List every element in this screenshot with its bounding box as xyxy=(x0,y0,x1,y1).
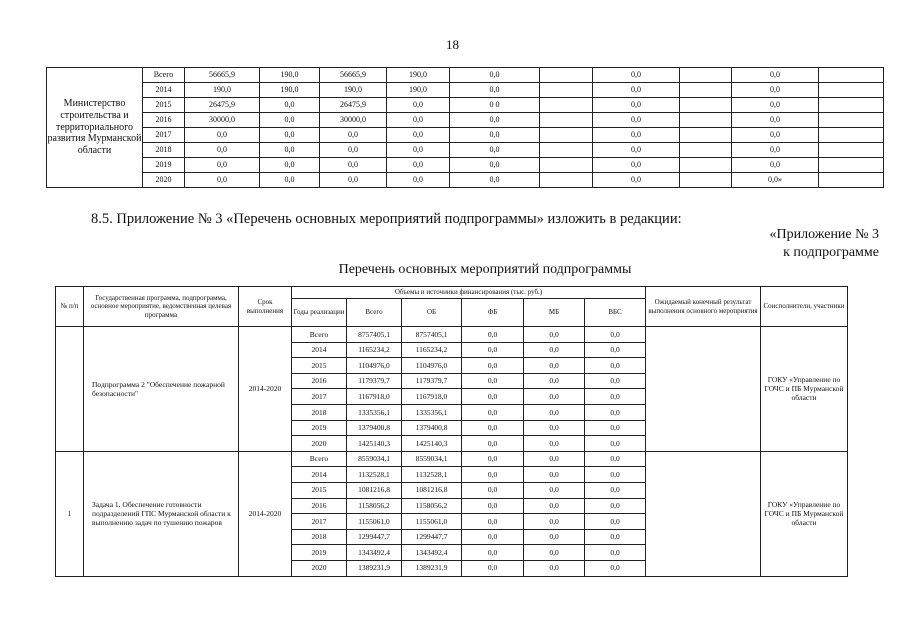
ob-cell: 1379400,8 xyxy=(402,420,462,436)
value-cell xyxy=(819,68,884,83)
value-cell: 30000,0 xyxy=(320,113,387,128)
value-cell: 0,0 xyxy=(260,143,320,158)
ob-cell: 8757405,1 xyxy=(402,327,462,343)
year-cell: 2019 xyxy=(292,545,347,561)
total-cell: 1165234,2 xyxy=(347,342,402,358)
ob-cell: 1158056,2 xyxy=(402,498,462,514)
vbs-cell: 0,0 xyxy=(585,389,646,405)
value-cell xyxy=(680,113,732,128)
fb-cell: 0,0 xyxy=(462,451,524,467)
total-cell: 1425140,3 xyxy=(347,436,402,452)
fb-cell: 0,0 xyxy=(462,529,524,545)
total-cell: 1179379,7 xyxy=(347,373,402,389)
value-cell: 190,0 xyxy=(387,83,450,98)
vbs-cell: 0,0 xyxy=(585,342,646,358)
main-title: Перечень основных мероприятий подпрограммы xyxy=(338,262,632,277)
year-cell: 2015 xyxy=(292,358,347,374)
header-coexecutors: Соисполнители, участники xyxy=(761,287,848,327)
value-cell xyxy=(680,158,732,173)
value-cell: 0,0 xyxy=(320,143,387,158)
value-cell xyxy=(680,68,732,83)
value-cell: 0,0 xyxy=(732,83,819,98)
value-cell: 0,0 xyxy=(260,128,320,143)
value-cell: 190,0 xyxy=(260,83,320,98)
vbs-cell: 0,0 xyxy=(585,420,646,436)
total-cell: 1389231,9 xyxy=(347,560,402,576)
year-cell: 2015 xyxy=(292,482,347,498)
value-cell xyxy=(540,128,593,143)
fb-cell: 0,0 xyxy=(462,545,524,561)
appendix-note xyxy=(770,226,880,261)
header-years: Годы реализации xyxy=(292,299,347,327)
ob-cell: 1179379,7 xyxy=(402,373,462,389)
year-cell: 2016 xyxy=(292,373,347,389)
value-cell: 0,0 xyxy=(593,68,680,83)
total-cell: 8559034,1 xyxy=(347,451,402,467)
ob-cell: 1155061,0 xyxy=(402,514,462,530)
expected-result xyxy=(646,327,761,452)
value-cell xyxy=(540,143,593,158)
mb-cell: 0,0 xyxy=(524,327,585,343)
total-cell: 1081216,8 xyxy=(347,482,402,498)
year-cell: Всего xyxy=(143,68,185,83)
value-cell: 0,0 xyxy=(320,128,387,143)
value-cell: 0,0 xyxy=(593,128,680,143)
vbs-cell: 0,0 xyxy=(585,373,646,389)
year-cell: Всего xyxy=(292,451,347,467)
value-cell: 190,0 xyxy=(185,83,260,98)
table-row xyxy=(47,158,884,173)
year-cell: 2018 xyxy=(143,143,185,158)
vbs-cell: 0,0 xyxy=(585,560,646,576)
header-term: Срок выполнения xyxy=(239,287,292,327)
vbs-cell: 0,0 xyxy=(585,327,646,343)
fb-cell: 0,0 xyxy=(462,514,524,530)
mb-cell: 0,0 xyxy=(524,560,585,576)
fb-cell: 0,0 xyxy=(462,358,524,374)
year-cell: 2017 xyxy=(292,389,347,405)
fb-cell: 0,0 xyxy=(462,436,524,452)
header-fb: ФБ xyxy=(462,299,524,327)
value-cell xyxy=(819,158,884,173)
ministry-funding-table xyxy=(46,67,884,188)
value-cell xyxy=(819,128,884,143)
value-cell xyxy=(680,83,732,98)
total-cell: 1343492,4 xyxy=(347,545,402,561)
vbs-cell: 0,0 xyxy=(585,529,646,545)
value-cell: 0,0» xyxy=(732,173,819,188)
ob-cell: 1104976,0 xyxy=(402,358,462,374)
mb-cell: 0,0 xyxy=(524,498,585,514)
value-cell: 0,0 xyxy=(260,113,320,128)
ministry-funding-table-body xyxy=(47,68,884,188)
value-cell: 0,0 xyxy=(732,68,819,83)
appendix-note-line1: «Приложение № 3 xyxy=(769,227,879,242)
mb-cell: 0,0 xyxy=(524,342,585,358)
coexecutors: ГОКУ «Управление по ГОЧС и ПБ Мурманской области xyxy=(761,451,848,576)
value-cell: 0,0 xyxy=(320,158,387,173)
year-cell: 2015 xyxy=(143,98,185,113)
value-cell: 0,0 xyxy=(185,128,260,143)
total-cell: 1132528,1 xyxy=(347,467,402,483)
value-cell: 190,0 xyxy=(387,68,450,83)
value-cell: 0,0 xyxy=(387,113,450,128)
fb-cell: 0,0 xyxy=(462,404,524,420)
value-cell xyxy=(540,68,593,83)
value-cell xyxy=(819,143,884,158)
year-cell: 2014 xyxy=(292,342,347,358)
value-cell xyxy=(680,128,732,143)
activity-name: Задача 1. Обеспечение готовности подразделений ГПС Мурманской области к выполнению задач по тушению пожаров xyxy=(84,451,239,576)
value-cell: 0,0 xyxy=(387,143,450,158)
value-cell: 0,0 xyxy=(320,173,387,188)
value-cell: 0,0 xyxy=(732,113,819,128)
value-cell: 0,0 xyxy=(387,98,450,113)
expected-result xyxy=(646,451,761,576)
value-cell: 0,0 xyxy=(387,158,450,173)
value-cell xyxy=(680,173,732,188)
year-cell: 2020 xyxy=(292,560,347,576)
fb-cell: 0,0 xyxy=(462,498,524,514)
ob-cell: 1425140,3 xyxy=(402,436,462,452)
value-cell: 0,0 xyxy=(185,158,260,173)
header-program: Государственная программа, подпрограмма, основное мероприятие, ведомственная целевая программа xyxy=(84,287,239,327)
table-row xyxy=(47,98,884,113)
value-cell: 0,0 xyxy=(185,143,260,158)
value-cell: 0,0 xyxy=(185,173,260,188)
mb-cell: 0,0 xyxy=(524,373,585,389)
value-cell: 0,0 xyxy=(732,98,819,113)
value-cell: 0,0 xyxy=(450,143,540,158)
value-cell: 0,0 xyxy=(260,158,320,173)
year-cell: 2017 xyxy=(292,514,347,530)
vbs-cell: 0,0 xyxy=(585,514,646,530)
value-cell: 0,0 xyxy=(593,158,680,173)
total-cell: 1155061,0 xyxy=(347,514,402,530)
value-cell: 0,0 xyxy=(450,83,540,98)
table-row xyxy=(47,68,884,83)
year-cell: Всего xyxy=(292,327,347,343)
value-cell: 0,0 xyxy=(260,98,320,113)
value-cell: 0,0 xyxy=(450,128,540,143)
value-cell: 0,0 xyxy=(387,128,450,143)
table-row xyxy=(47,83,884,98)
year-cell: 2016 xyxy=(292,498,347,514)
header-vbs: ВБС xyxy=(585,299,646,327)
value-cell xyxy=(540,173,593,188)
fb-cell: 0,0 xyxy=(462,342,524,358)
ob-cell: 1343492,4 xyxy=(402,545,462,561)
fb-cell: 0,0 xyxy=(462,467,524,483)
mb-cell: 0,0 xyxy=(524,482,585,498)
vbs-cell: 0,0 xyxy=(585,498,646,514)
ministry-label: Министерство строительства и территориального развития Мурманской области xyxy=(47,68,143,188)
mb-cell: 0,0 xyxy=(524,404,585,420)
value-cell: 190,0 xyxy=(260,68,320,83)
vbs-cell: 0,0 xyxy=(585,404,646,420)
total-cell: 1379400,8 xyxy=(347,420,402,436)
value-cell: 0,0 xyxy=(450,173,540,188)
header-total: Всего xyxy=(347,299,402,327)
year-cell: 2014 xyxy=(292,467,347,483)
coexecutors: ГОКУ «Управление по ГОЧС и ПБ Мурманской области xyxy=(761,327,848,452)
mb-cell: 0,0 xyxy=(524,358,585,374)
row-num: 1 xyxy=(56,451,84,576)
main-activities-table xyxy=(55,286,848,577)
header-ob: ОБ xyxy=(402,299,462,327)
value-cell xyxy=(819,113,884,128)
year-cell: 2016 xyxy=(143,113,185,128)
header-funding-group: Объемы и источники финансирования (тыс. руб.) xyxy=(292,287,646,299)
ob-cell: 1081216,8 xyxy=(402,482,462,498)
value-cell: 190,0 xyxy=(320,83,387,98)
value-cell: 30000,0 xyxy=(185,113,260,128)
header-result: Ожидаемый конечный результат выполнения основного мероприятия xyxy=(646,287,761,327)
total-cell: 1158056,2 xyxy=(347,498,402,514)
value-cell xyxy=(819,83,884,98)
table-row xyxy=(47,113,884,128)
ob-cell: 8559034,1 xyxy=(402,451,462,467)
value-cell: 0,0 xyxy=(387,173,450,188)
value-cell xyxy=(540,158,593,173)
value-cell: 0,0 xyxy=(593,113,680,128)
mb-cell: 0,0 xyxy=(524,545,585,561)
fb-cell: 0,0 xyxy=(462,482,524,498)
value-cell xyxy=(680,98,732,113)
ob-cell: 1299447,7 xyxy=(402,529,462,545)
total-cell: 1299447,7 xyxy=(347,529,402,545)
section-heading: 8.5. Приложение № 3 «Перечень основных мероприятий подпрограммы» изложить в редакции: xyxy=(91,211,682,227)
activity-term: 2014-2020 xyxy=(239,451,292,576)
value-cell: 0 0 xyxy=(450,98,540,113)
year-cell: 2014 xyxy=(143,83,185,98)
mb-cell: 0,0 xyxy=(524,467,585,483)
mb-cell: 0,0 xyxy=(524,389,585,405)
value-cell xyxy=(819,173,884,188)
vbs-cell: 0,0 xyxy=(585,467,646,483)
value-cell: 56665,9 xyxy=(185,68,260,83)
activity-term: 2014-2020 xyxy=(239,327,292,452)
value-cell: 0,0 xyxy=(450,68,540,83)
year-cell: 2018 xyxy=(292,404,347,420)
fb-cell: 0,0 xyxy=(462,560,524,576)
vbs-cell: 0,0 xyxy=(585,482,646,498)
page-number: 18 xyxy=(446,37,459,52)
table-row xyxy=(47,173,884,188)
total-cell: 1104976,0 xyxy=(347,358,402,374)
value-cell xyxy=(540,98,593,113)
value-cell: 0,0 xyxy=(593,173,680,188)
row-num xyxy=(56,327,84,452)
value-cell: 26475,9 xyxy=(320,98,387,113)
value-cell: 0,0 xyxy=(260,173,320,188)
year-cell: 2018 xyxy=(292,529,347,545)
appendix-note-line2: к подпрограмме xyxy=(783,244,879,260)
mb-cell: 0,0 xyxy=(524,436,585,452)
table-row xyxy=(56,451,848,467)
vbs-cell: 0,0 xyxy=(585,451,646,467)
total-cell: 8757405,1 xyxy=(347,327,402,343)
fb-cell: 0,0 xyxy=(462,389,524,405)
ob-cell: 1335356,1 xyxy=(402,404,462,420)
mb-cell: 0,0 xyxy=(524,420,585,436)
ob-cell: 1167918,0 xyxy=(402,389,462,405)
value-cell xyxy=(540,83,593,98)
value-cell xyxy=(680,143,732,158)
value-cell: 0,0 xyxy=(732,128,819,143)
year-cell: 2019 xyxy=(292,420,347,436)
total-cell: 1167918,0 xyxy=(347,389,402,405)
value-cell xyxy=(819,98,884,113)
mb-cell: 0,0 xyxy=(524,451,585,467)
vbs-cell: 0,0 xyxy=(585,545,646,561)
value-cell: 26475,9 xyxy=(185,98,260,113)
vbs-cell: 0,0 xyxy=(585,358,646,374)
value-cell: 0,0 xyxy=(732,143,819,158)
ob-cell: 1389231,9 xyxy=(402,560,462,576)
table-row xyxy=(47,128,884,143)
fb-cell: 0,0 xyxy=(462,327,524,343)
ob-cell: 1165234,2 xyxy=(402,342,462,358)
value-cell xyxy=(540,113,593,128)
fb-cell: 0,0 xyxy=(462,373,524,389)
mb-cell: 0,0 xyxy=(524,514,585,530)
fb-cell: 0,0 xyxy=(462,420,524,436)
value-cell: 0,0 xyxy=(593,143,680,158)
value-cell: 0,0 xyxy=(593,98,680,113)
year-cell: 2020 xyxy=(292,436,347,452)
header-mb: МБ xyxy=(524,299,585,327)
total-cell: 1335356,1 xyxy=(347,404,402,420)
vbs-cell: 0,0 xyxy=(585,436,646,452)
value-cell: 0,0 xyxy=(450,158,540,173)
header-num: № п/п xyxy=(56,287,84,327)
table-row xyxy=(47,143,884,158)
value-cell: 0,0 xyxy=(732,158,819,173)
value-cell: 0,0 xyxy=(450,113,540,128)
activity-name: Подпрограмма 2 "Обеспечение пожарной безопасности" xyxy=(84,327,239,452)
main-activities-table-body xyxy=(56,327,848,577)
ob-cell: 1132528,1 xyxy=(402,467,462,483)
year-cell: 2019 xyxy=(143,158,185,173)
value-cell: 0,0 xyxy=(593,83,680,98)
value-cell: 56665,9 xyxy=(320,68,387,83)
mb-cell: 0,0 xyxy=(524,529,585,545)
year-cell: 2020 xyxy=(143,173,185,188)
year-cell: 2017 xyxy=(143,128,185,143)
table-row xyxy=(56,327,848,343)
